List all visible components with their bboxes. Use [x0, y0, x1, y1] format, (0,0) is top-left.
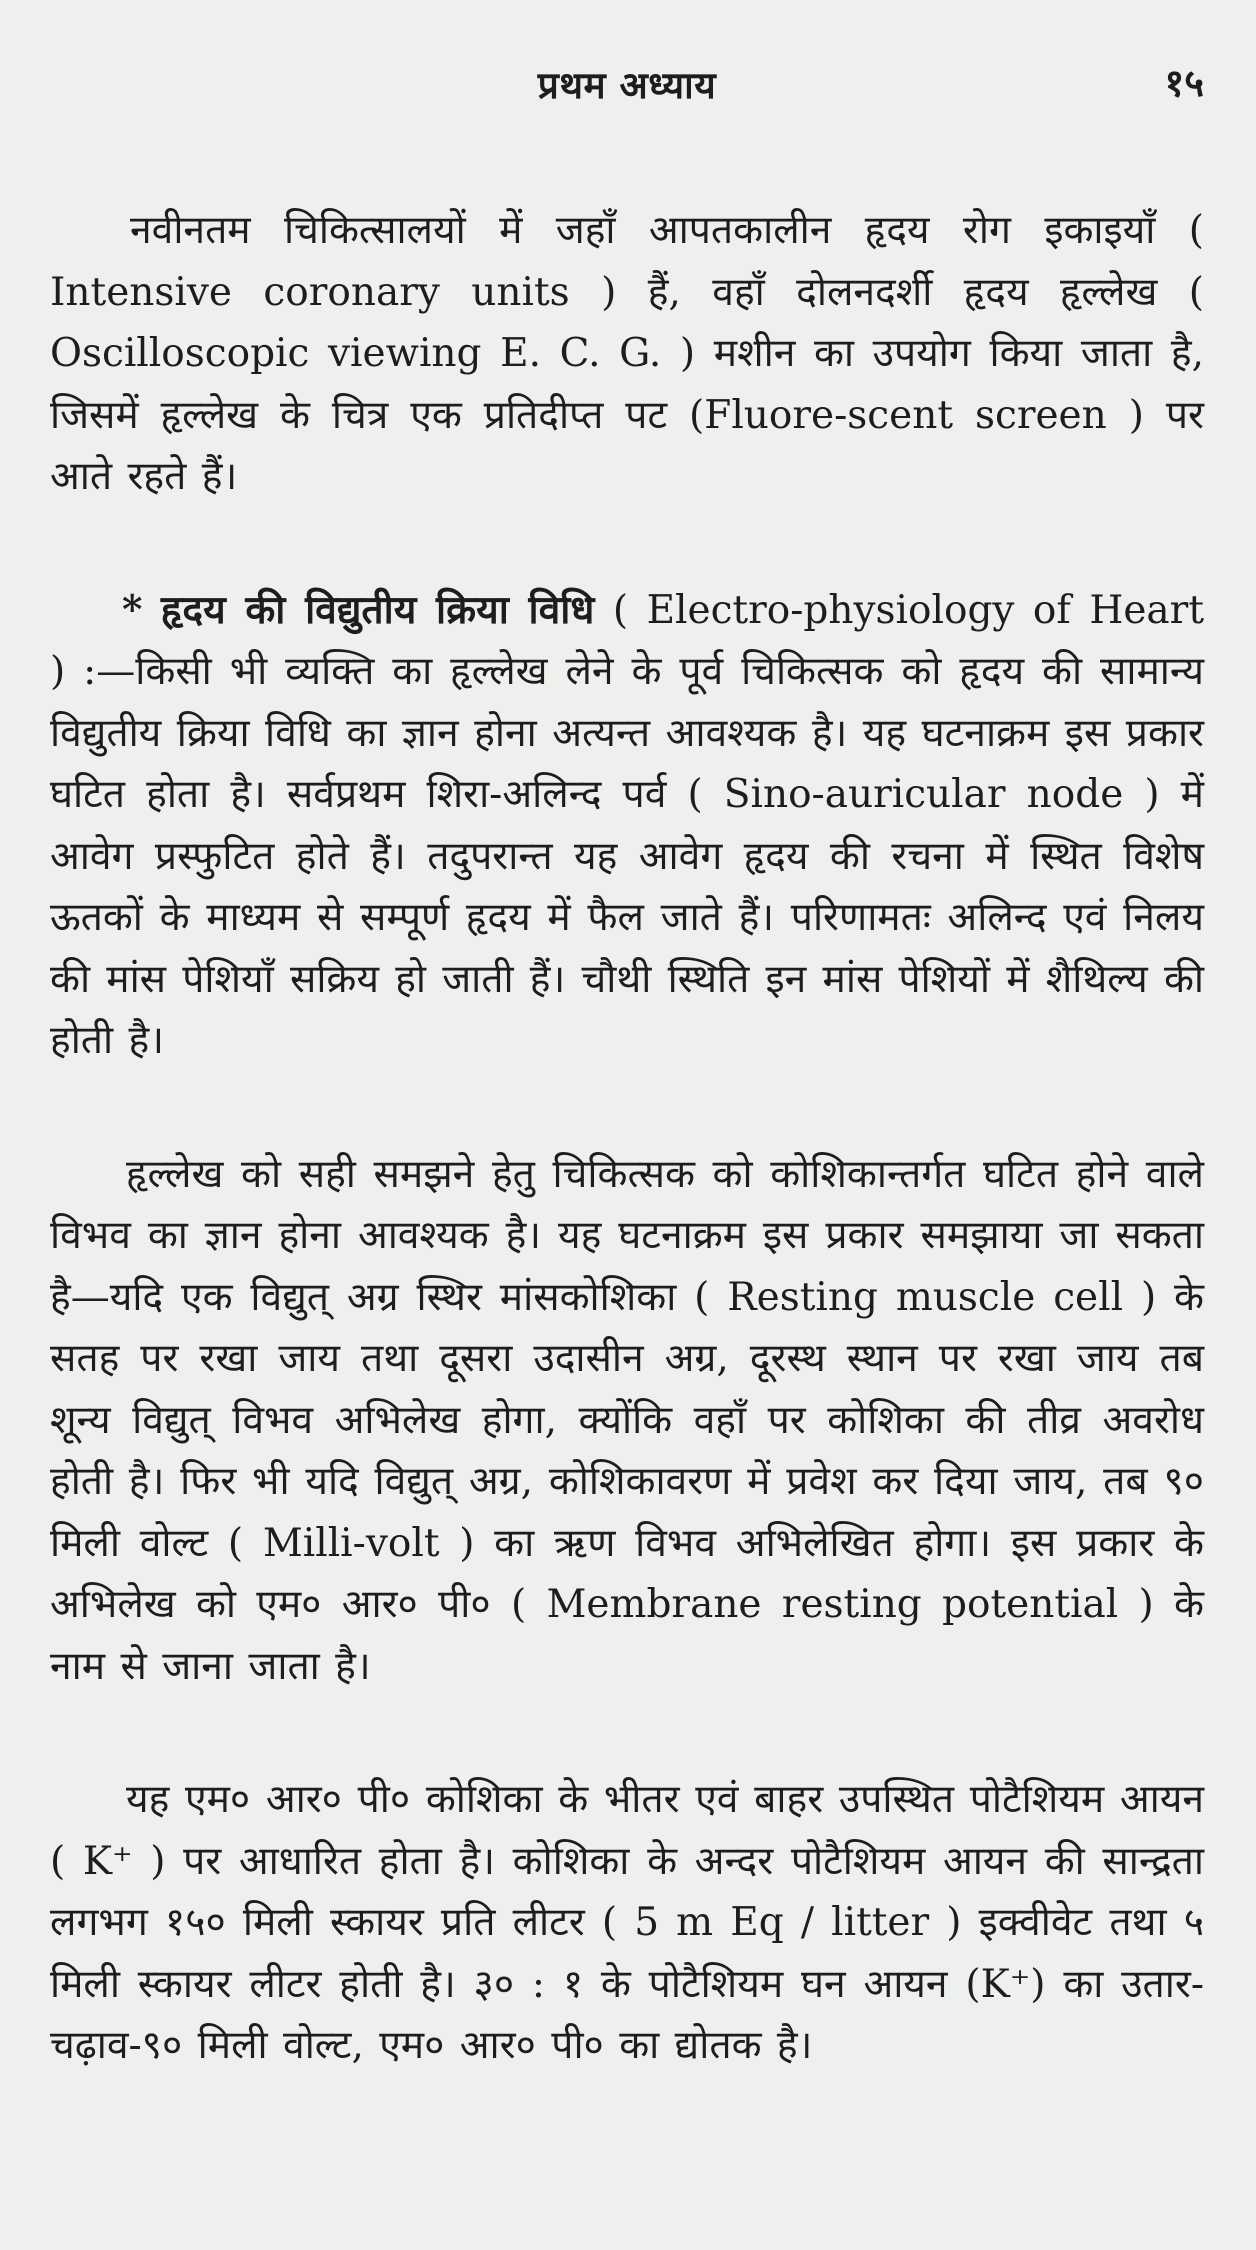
- paragraph-electrophysiology: [50, 580, 1204, 1072]
- page-number: १५: [1164, 60, 1204, 105]
- section-heading: हृदय की विद्युतीय क्रिया विधि: [160, 586, 595, 633]
- paragraph-text: ( Electro-physiology of Heart ) :—किसी भी व्यक्ति का हृल्लेख लेने के पूर्व चिकित्सक को हृदय की सामान्य विद्युतीय क्रिया विधि का ज्ञान होना अत्यन्त आवश्यक है। यह घटनाक्रम इस प्रकार घटित होता है। सर्वप्रथम शिरा-अलिन्द पर्व ( Sino-auricular node ) में आवेग प्रस्फुटित होते हैं। तदुपरान्त यह आवेग हृदय की रचना में स्थित विशेष ऊतकों के माध्यम से सम्पूर्ण हृदय में फैल जाते हैं। परिणामतः अलिन्द एवं निलय की मांस पेशियाँ सक्रिय हो जाती हैं। चौथी स्थिति इन मांस पेशियों में शैथिल्य की होती है।: [50, 587, 1204, 1063]
- paragraph-potassium: यह एम० आर० पी० कोशिका के भीतर एवं बाहर उपस्थित पोटैशियम आयन ( K⁺ ) पर आधारित होता है। कोशिका के अन्दर पोटैशियम आयन की सान्द्रता लगभग १५० मिली स्कायर प्रति लीटर ( 5 m Eq / litter ) इक्वीवेट तथा ५ मिली स्कायर लीटर होती है। ३० : १ के पोटैशियम घन आयन (K⁺) का उतार-चढ़ाव-९० मिली वोल्ट, एम० आर० पी० का द्योतक है।: [50, 1777, 1204, 2068]
- running-header: [50, 50, 1204, 120]
- body-text: [50, 200, 1204, 2077]
- paragraph-membrane-potential: हृल्लेख को सही समझने हेतु चिकित्सक को कोशिकान्तर्गत घटित होने वाले विभव का ज्ञान होना आवश्यक है। यह घटनाक्रम इस प्रकार समझाया जा सकता है—यदि एक विद्युत् अग्र स्थिर मांसकोशिका ( Resting muscle cell ) के सतह पर रखा जाय तथा दूसरा उदासीन अग्र, दूरस्थ स्थान पर रखा जाय तब शून्य विद्युत् विभव अभिलेख होगा, क्योंकि वहाँ पर कोशिका की तीव्र अवरोध होती है। फिर भी यदि विद्युत् अग्र, कोशिकावरण में प्रवेश कर दिया जाय, तब ९० मिली वोल्ट ( Milli-volt ) का ऋण विभव अभिलेखित होगा। इस प्रकार के अभिलेख को एम० आर० पी० ( Membrane resting potential ) के नाम से जाना जाता है।: [50, 1151, 1204, 1689]
- paragraph-icu-ecg: नवीनतम चिकित्सालयों में जहाँ आपतकालीन हृदय रोग इकाइयाँ ( Intensive coronary units ) हैं, वहाँ दोलनदर्शी हृदय हृल्लेख ( Oscilloscopic viewing E. C. G. ) मशीन का उपयोग किया जाता है, जिसमें हृल्लेख के चित्र एक प्रतिदीप्त पट (Fluore-scent screen ) पर आते रहते हैं।: [50, 208, 1204, 499]
- asterisk-marker: *: [122, 586, 143, 633]
- chapter-title: प्रथम अध्याय: [537, 63, 717, 107]
